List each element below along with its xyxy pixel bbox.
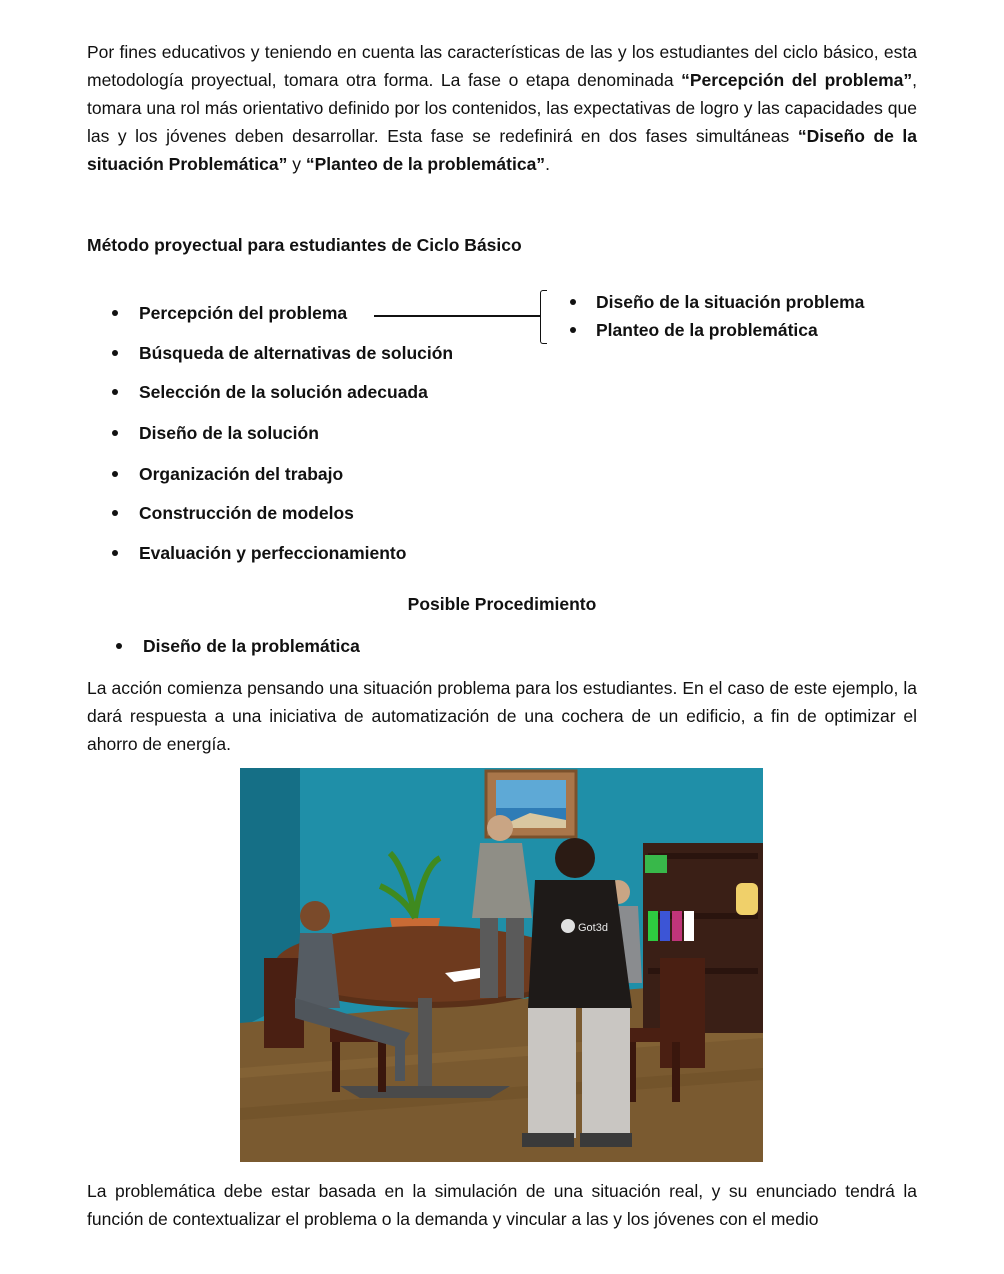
procedure-item (116, 634, 360, 658)
shirt-logo: Got3d (578, 922, 608, 934)
method-step (112, 462, 343, 486)
step-label: Organización del trabajo (139, 464, 344, 484)
action-paragraph: La acción comienza pensando una situación problema para los estudiantes. En el caso de este ejemplo, la dará respuesta a una iniciativa de automatización de una cochera de un edificio, a fin de optimizar el ahorro de energía. (87, 678, 917, 754)
bullet-icon (570, 299, 576, 305)
bullet-icon (112, 471, 118, 477)
step-label: Diseño de la solución (139, 423, 319, 443)
intro-text-4: . (545, 154, 550, 174)
sub-step (570, 290, 864, 314)
intro-bold-3: “Planteo de la problemática” (305, 154, 546, 174)
bullet-icon (116, 643, 122, 649)
meeting-room-illustration (240, 768, 763, 1162)
closing-paragraph: La problemática debe estar basada en la simulación de una situación real, y su enunciado tendrá la función de contextualizar el problema o la demanda y vincular a las y los jóvenes con el medio (87, 1181, 917, 1229)
sub-step-label: Planteo de la problemática (596, 320, 818, 340)
intro-text-2: , tomara una rol más orientativo definido por los contenidos, las expectativas de logro y las capacidades que las y los jóvenes deben desarrollar. Esta fase se redefinirá en dos fases simultáneas (87, 70, 917, 146)
method-step (112, 541, 406, 565)
sub-step-label: Diseño de la situación problema (596, 292, 865, 312)
procedure-title: Posible Procedimiento (407, 594, 597, 614)
bullet-icon (570, 327, 576, 333)
step-label: Construcción de modelos (139, 503, 354, 523)
bullet-icon (112, 550, 118, 556)
step-label: Selección de la solución adecuada (139, 382, 428, 402)
method-step (112, 380, 428, 404)
method-step (112, 301, 347, 325)
method-step (112, 501, 354, 525)
method-title: Método proyectual para estudiantes de Ciclo Básico (87, 235, 522, 255)
step-label: Evaluación y perfeccionamiento (139, 543, 407, 563)
procedure-item-label: Diseño de la problemática (143, 636, 360, 656)
bullet-icon (112, 350, 118, 356)
intro-bold-1: “Percepción del problema” (681, 70, 913, 90)
intro-bold-2: “Diseño de la situación Problemática” (87, 126, 917, 174)
connector-line (374, 315, 540, 317)
step-label: Búsqueda de alternativas de solución (139, 343, 454, 363)
method-step (112, 421, 319, 445)
bullet-icon (112, 310, 118, 316)
step-label: Percepción del problema (139, 303, 348, 323)
bracket (540, 290, 547, 344)
bullet-icon (112, 510, 118, 516)
bullet-icon (112, 430, 118, 436)
intro-paragraph (87, 38, 917, 178)
sub-step (570, 318, 818, 342)
bullet-icon (112, 389, 118, 395)
method-step (112, 341, 453, 365)
intro-text-1: Por fines educativos y teniendo en cuenta las características de las y los estudiantes del ciclo básico, esta metodología proyectual, tomara otra forma. La fase o etapa denominada (87, 42, 917, 90)
intro-text-3: y (287, 154, 306, 174)
